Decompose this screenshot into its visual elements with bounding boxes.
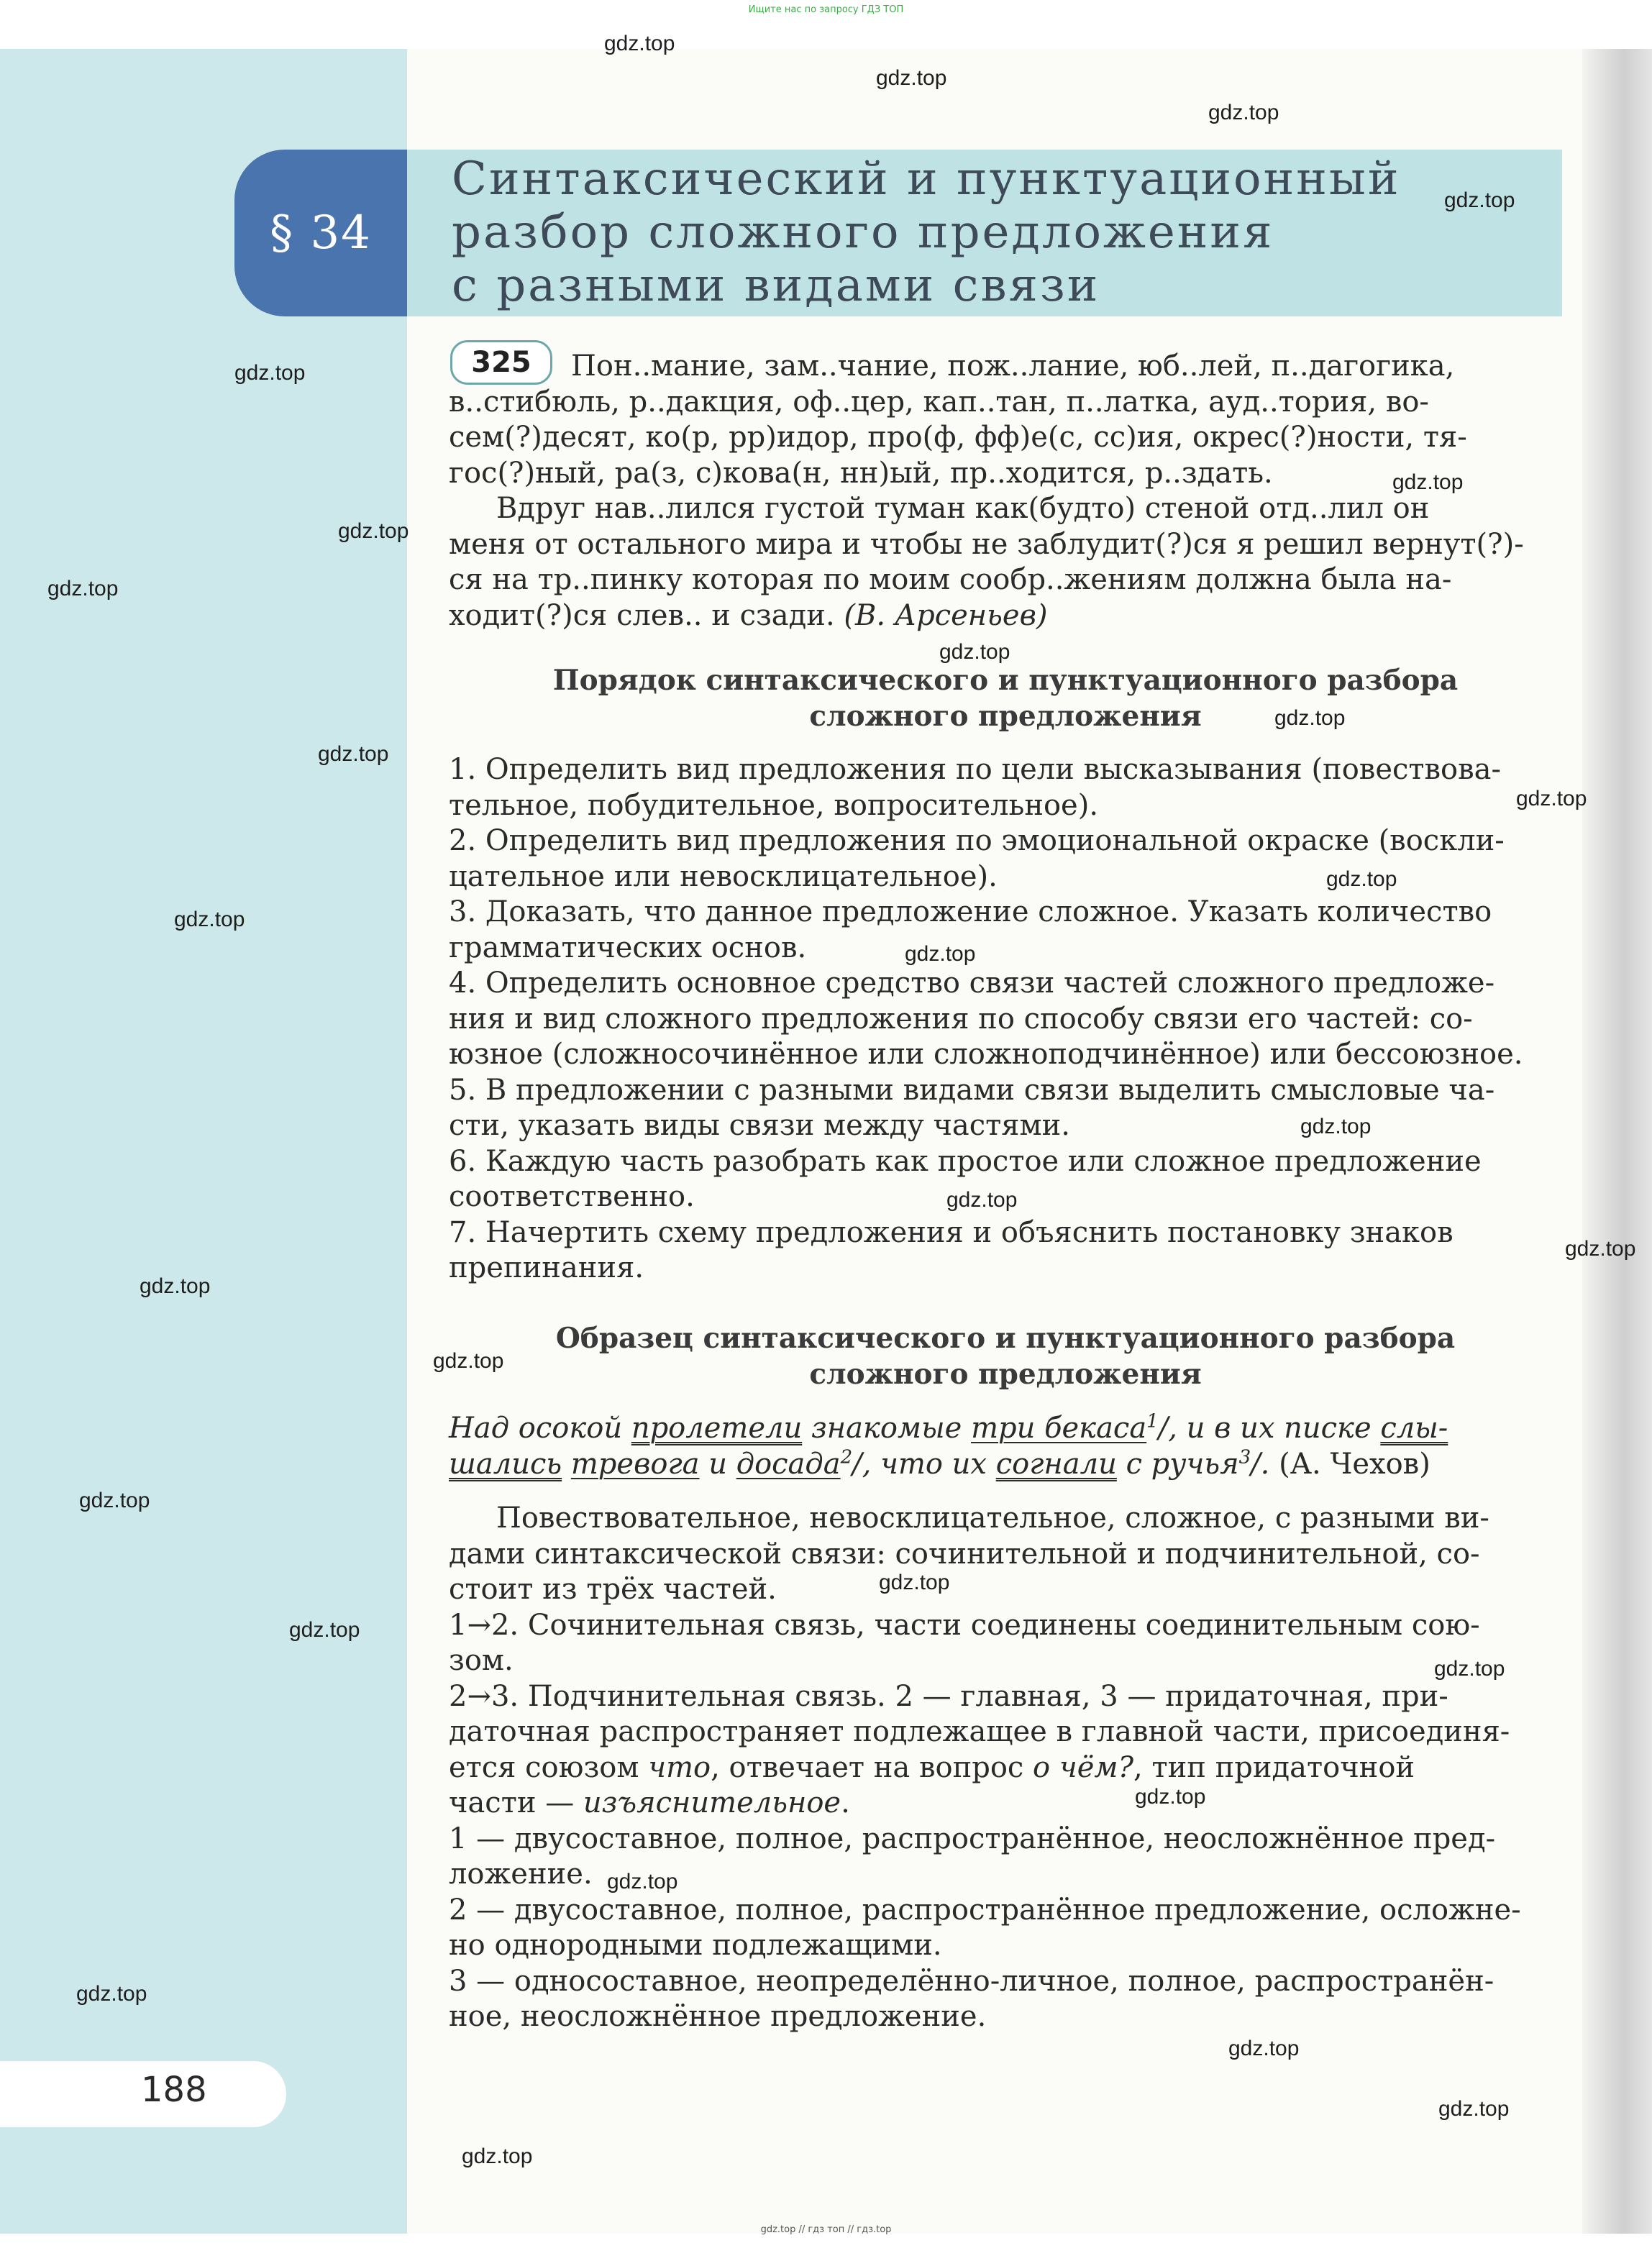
- author-credit: (А. Чехов): [1279, 1447, 1430, 1481]
- watermark: gdz.top: [1274, 706, 1346, 730]
- predicate: согнали: [995, 1447, 1117, 1481]
- page-fold-shadow: [1582, 49, 1652, 2234]
- text-line: Вдруг нав..лился густой туман как(будто) стеной отд..лил он: [496, 492, 1430, 525]
- watermark: gdz.top: [433, 1349, 504, 1373]
- watermark: gdz.top: [76, 1982, 147, 2006]
- watermark: gdz.top: [1135, 1785, 1206, 1809]
- exercise-number-badge: 325: [450, 340, 552, 385]
- title-line: разбор сложного предложения: [452, 206, 1274, 259]
- title-line: с разными видами связи: [452, 259, 1100, 312]
- watermark: gdz.top: [876, 66, 947, 90]
- section-title: [452, 152, 1574, 312]
- sample-sentence: [449, 1411, 1562, 1482]
- text-line: в..стибюль, р..дакция, оф..цер, кап..тан, п..латка, ауд..тория, во-: [449, 385, 1429, 419]
- text-line: Пон..мание, зам..чание, пож..лание, юб..лей, п..дагогика,: [571, 350, 1455, 383]
- watermark: gdz.top: [905, 942, 976, 966]
- watermark: gdz.top: [47, 577, 119, 600]
- list-item: 6. Каждую часть разобрать как простое или сложное предложение соответственно.: [449, 1144, 1482, 1213]
- list-item: 1. Определить вид предложения по цели высказывания (повествова- тельное, побудительное, вопросительное).: [449, 753, 1502, 822]
- watermark: gdz.top: [1208, 101, 1279, 124]
- watermark: gdz.top: [604, 32, 675, 55]
- watermark: gdz.top: [879, 1571, 950, 1594]
- subject: досада: [736, 1447, 841, 1481]
- watermark: gdz.top: [234, 361, 306, 385]
- text-line: Над осокой пролетели знакомые три бекаса$^1$/, и в их писке слы-: [449, 1410, 1448, 1445]
- watermark: gdz.top: [1300, 1115, 1372, 1138]
- watermark: gdz.top: [174, 908, 245, 931]
- predicate: слы-: [1380, 1412, 1448, 1445]
- watermark: gdz.top: [289, 1618, 360, 1642]
- list-item: 4. Определить основное средство связи частей сложного предложе- ния и вид сложного предложения по способу связи его частей: со- юзное (сложносочинённое или сложноподчинённое) или бессоюзное.: [449, 967, 1523, 1071]
- predicate: шались: [449, 1447, 562, 1481]
- watermark: gdz.top: [946, 1188, 1018, 1212]
- sample-heading: Образец синтаксического и пунктуационного разбора сложного предложения: [555, 1322, 1456, 1391]
- watermark: gdz.top: [1565, 1237, 1636, 1261]
- watermark: gdz.top: [607, 1870, 678, 1893]
- list-item: 5. В предложении с разными видами связи выделить смысловые ча- сти, указать виды связи между частями.: [449, 1073, 1495, 1142]
- watermark: gdz.top: [462, 2144, 533, 2168]
- list-item: 2. Определить вид предложения по эмоциональной окраске (воскли- цательное или невосклицательное).: [449, 824, 1505, 893]
- list-item: 3. Доказать, что данное предложение сложное. Указать количество грамматических основ.: [449, 895, 1492, 964]
- watermark: gdz.top: [1392, 470, 1464, 494]
- text-line: ся на тр..пинку которая по моим сообр..жениям должна была на-: [449, 563, 1452, 596]
- author-credit: (В. Арсеньев): [844, 598, 1048, 632]
- text-line: ходит(?)ся слев.. и сзади. (В. Арсеньев): [449, 598, 1048, 632]
- watermark: gdz.top: [1438, 2097, 1510, 2121]
- watermark: gdz.top: [1228, 2037, 1300, 2060]
- top-promo-note: Ищите нас по запросу ГДЗ ТОП: [748, 4, 904, 15]
- page-number: 188: [141, 2070, 207, 2110]
- left-margin-band: [0, 49, 407, 2234]
- watermark: gdz.top: [1434, 1657, 1505, 1681]
- section-number-badge: § 34: [234, 150, 407, 316]
- watermark: gdz.top: [1326, 867, 1397, 891]
- watermark: gdz.top: [1516, 787, 1587, 810]
- sample-analysis: Повествовательное, невосклицательное, сложное, с разными ви- дами синтаксической связи: сочинительной и подчинительной, со- стоит из трёх частей. 1→2. Сочинительная связь, части соединены соединительным сою- зом. 2→3. Подчинительная связь. 2 — главная, 3 — придаточная, при- даточная распространяет подлежащее в главной части, присоединя- ется союзом что, отвечает на вопрос о чём?, тип придаточной части — изъяснительное. 1 — двусоставное, полное, распространённое, неосложнённое пред- ложение. 2 — двусоставное, полное, распространённое предложение, осложне- но однородными подлежащими. 3 — односоставное, неопределённо-личное, полное, распространён- ное, неосложнённое предложение.: [449, 1502, 1521, 2033]
- watermark: gdz.top: [318, 742, 389, 766]
- watermark: gdz.top: [338, 519, 409, 543]
- bottom-promo-note: gdz.top // гдз топ // гдз.top: [760, 2224, 892, 2235]
- text-line: шались тревога и досада$^2$/, что их согнали с ручья$^3$/. (А. Чехов): [449, 1446, 1430, 1481]
- list-item: 7. Начертить схему предложения и объяснить постановку знаков препинания.: [449, 1215, 1454, 1284]
- subject: тревога: [570, 1447, 700, 1481]
- title-line: Синтаксический и пунктуационный: [452, 152, 1401, 206]
- watermark: gdz.top: [1444, 188, 1515, 212]
- subject: три бекаса: [971, 1412, 1147, 1445]
- watermark: gdz.top: [140, 1274, 211, 1298]
- watermark: gdz.top: [79, 1489, 150, 1512]
- text-line: гос(?)ный, ра(з, с)кова(н, нн)ый, пр..ходится, р..здать.: [449, 456, 1273, 490]
- text-line: меня от остального мира и чтобы не заблудит(?)ся я решил вернут(?)-: [449, 527, 1524, 561]
- watermark: gdz.top: [939, 640, 1010, 664]
- order-heading: Порядок синтаксического и пунктуационного разбора сложного предложения: [552, 664, 1459, 733]
- text-line: сем(?)десят, ко(р, рр)идор, про(ф, фф)е(с, сс)ия, окрес(?)ности, тя-: [449, 421, 1467, 454]
- predicate: пролетели: [631, 1412, 803, 1445]
